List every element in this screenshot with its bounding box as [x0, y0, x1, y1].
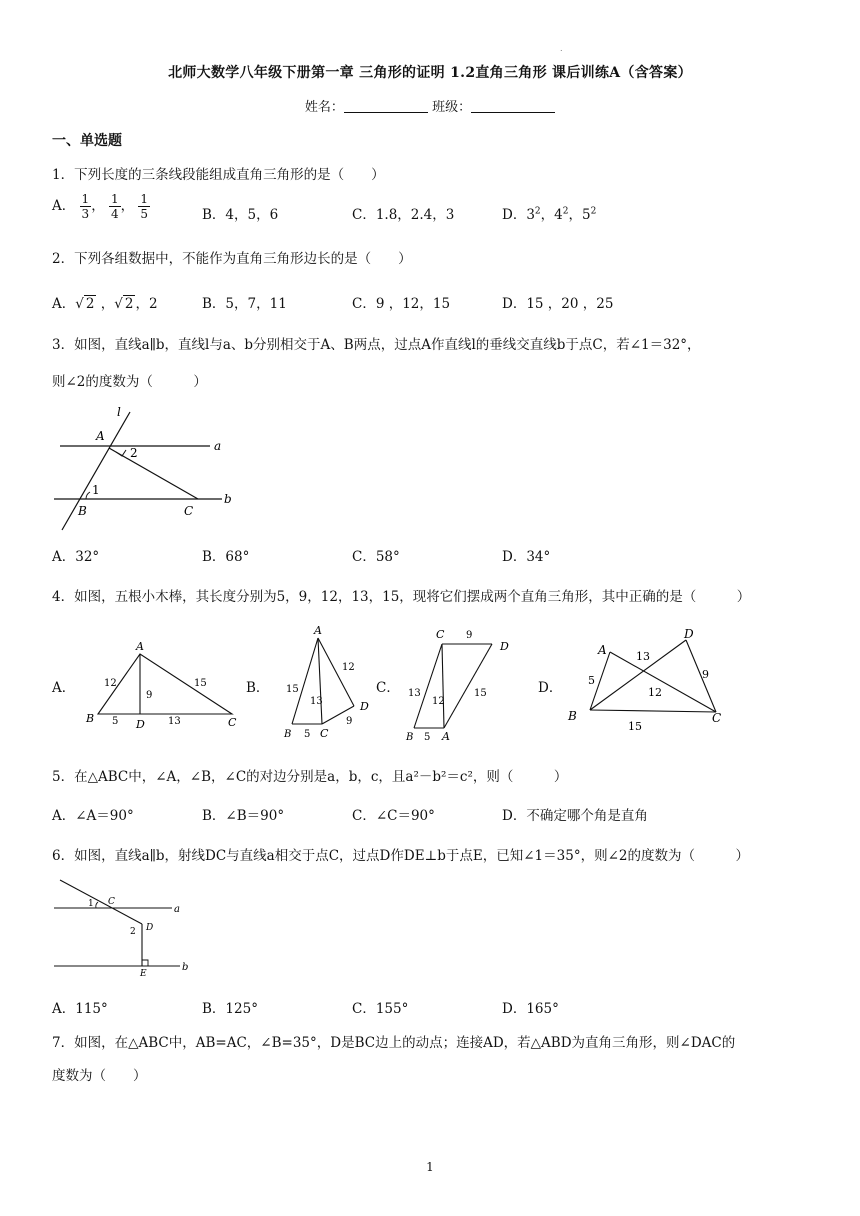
q5-option-a: A．∠A＝90°	[52, 808, 134, 824]
fraction: $\frac{1}{5}$	[140, 192, 149, 221]
svg-text:C: C	[108, 897, 115, 907]
label-a: a	[214, 439, 222, 453]
svg-text:C: C	[320, 727, 329, 740]
svg-text:A: A	[598, 643, 607, 657]
svg-text:D: D	[500, 640, 509, 653]
q6-option-d: D．165°	[502, 1001, 559, 1017]
svg-text:12: 12	[104, 678, 117, 689]
svg-text:A: A	[442, 730, 450, 743]
label-2: 2	[130, 446, 138, 460]
svg-text:D: D	[684, 627, 694, 641]
q2-option-b: B．5，7，11	[202, 296, 287, 312]
q5-option-d: D．不确定哪个角是直角	[502, 808, 648, 824]
svg-text:15: 15	[286, 684, 299, 695]
q6-stem: 6．如图，直线a∥b，射线DC与直线a相交于点C，过点D作DE⊥b于点E，已知∠1＝35°，则∠2的度数为（ ）	[52, 848, 749, 864]
class-label: 班级：	[432, 100, 472, 115]
q2-option-c: C．9 ，12，15	[352, 296, 451, 312]
q3-option-c: C．58°	[352, 549, 400, 565]
q3-option-a: A．32°	[52, 549, 100, 565]
label-1: 1	[92, 483, 100, 497]
q6-option-b: B．125°	[202, 1001, 258, 1017]
svg-text:13: 13	[168, 716, 181, 727]
label-B: B	[78, 504, 87, 518]
svg-text:a: a	[174, 904, 180, 915]
q2-option-a: A．√ 2 ，√ 2 ，2	[52, 296, 158, 312]
page-number: 1	[426, 1160, 434, 1174]
q1-option-b: B．4，5，6	[202, 207, 279, 223]
q1-a-label: A．	[52, 198, 76, 214]
svg-text:15: 15	[194, 678, 207, 689]
svg-text:12: 12	[648, 686, 662, 699]
student-info	[0, 96, 860, 115]
svg-text:12: 12	[342, 662, 355, 673]
svg-text:1: 1	[88, 899, 94, 909]
svg-text:5: 5	[588, 674, 595, 687]
svg-text:B: B	[406, 732, 414, 743]
svg-text:9: 9	[702, 668, 709, 681]
q2-stem: 2．下列各组数据中，不能作为直角三角形边长的是（ ）	[52, 251, 412, 267]
svg-text:9: 9	[146, 690, 153, 701]
svg-text:A: A	[314, 624, 322, 637]
q1-option-a: A． $\frac{1}{3}$ ， $\frac{1}{4}$ ， $\frac{1}{5}$	[52, 192, 149, 221]
svg-text:b: b	[182, 962, 189, 973]
svg-text:C: C	[436, 628, 445, 641]
q7-stem-line1: 7．如图，在△ABC中，AB=AC，∠B=35°，D是BC边上的动点；连接AD，若△ABD为直角三角形，则∠DAC的	[52, 1035, 736, 1051]
svg-text:D: D	[360, 700, 369, 713]
svg-text:B: B	[284, 729, 292, 740]
svg-text:A: A	[136, 640, 144, 653]
svg-text:9: 9	[346, 716, 353, 727]
q4-figure-d	[560, 624, 740, 740]
svg-text:D: D	[136, 718, 145, 731]
fraction: $\frac{1}{4}$	[110, 192, 119, 221]
svg-text:B: B	[568, 709, 577, 723]
svg-text:C: C	[228, 716, 237, 729]
q1-stem: 1．下列长度的三条线段能组成直角三角形的是（ ）	[52, 167, 385, 183]
q3-stem-line1: 3．如图，直线a∥b，直线l与a、b分别相交于A、B两点，过点A作直线l的垂线交直线b于点C，若∠1＝32°，	[52, 337, 701, 353]
q3-option-d: D．34°	[502, 549, 551, 565]
q6-option-c: C．155°	[352, 1001, 409, 1017]
q3-stem-line2: 则∠2的度数为（ ）	[52, 374, 207, 390]
label-b: b	[224, 492, 232, 506]
q4-figure-b	[276, 620, 376, 740]
label-C: C	[184, 504, 194, 518]
svg-text:9: 9	[466, 630, 473, 641]
q4-figure-c	[398, 624, 518, 744]
class-blank	[471, 100, 555, 113]
svg-text:5: 5	[112, 716, 119, 727]
q6-option-a: A．115°	[52, 1001, 108, 1017]
q6-figure	[50, 872, 200, 982]
svg-text:E: E	[140, 969, 147, 979]
svg-text:B: B	[86, 712, 95, 725]
svg-text:5: 5	[424, 732, 431, 743]
svg-text:15: 15	[474, 688, 487, 699]
q2-option-d: D．15 ，20 ，25	[502, 296, 614, 312]
page-title: 北师大数学八年级下册第一章 三角形的证明 1.2直角三角形 课后训练A（含答案）	[168, 65, 692, 81]
q4-option-b: B．	[246, 680, 270, 696]
header-dot: .	[560, 44, 563, 53]
name-label: 姓名：	[304, 100, 344, 115]
q1-option-c: C．1.8，2.4，3	[352, 207, 455, 223]
label-l: l	[117, 405, 121, 419]
svg-text:13: 13	[408, 688, 421, 699]
svg-text:5: 5	[304, 729, 311, 740]
svg-text:12: 12	[432, 696, 445, 707]
q3-option-b: B．68°	[202, 549, 250, 565]
q5-option-b: B．∠B＝90°	[202, 808, 285, 824]
svg-text:13: 13	[310, 696, 323, 707]
svg-text:C: C	[712, 711, 722, 725]
svg-text:D: D	[146, 923, 154, 933]
q7-stem-line2: 度数为（ ）	[52, 1068, 147, 1084]
q4-option-a: A．	[52, 680, 76, 696]
svg-text:2: 2	[130, 927, 136, 937]
q5-stem: 5．在△ABC中，∠A，∠B，∠C的对边分别是a，b，c，且a²－b²＝c²，则（ ）	[52, 769, 568, 785]
q4-option-d: D．	[538, 680, 563, 696]
svg-text:13: 13	[636, 650, 650, 663]
q4-figure-a	[82, 636, 242, 732]
svg-text:15: 15	[628, 720, 642, 733]
q4-stem: 4．如图，五根小木棒，其长度分别为5，9，12，13，15，现将它们摆成两个直角三角形，其中正确的是（ ）	[52, 589, 751, 605]
name-blank	[344, 100, 428, 113]
q5-option-c: C．∠C＝90°	[352, 808, 435, 824]
q3-figure	[50, 402, 250, 534]
section-title: 一、单选题	[52, 133, 122, 149]
q1-option-d: D．$3^2$，$4^2$，$5^2$	[502, 206, 597, 223]
fraction: $\frac{1}{3}$	[81, 192, 90, 221]
label-A: A	[96, 429, 105, 443]
q4-option-c: C．	[376, 680, 400, 696]
